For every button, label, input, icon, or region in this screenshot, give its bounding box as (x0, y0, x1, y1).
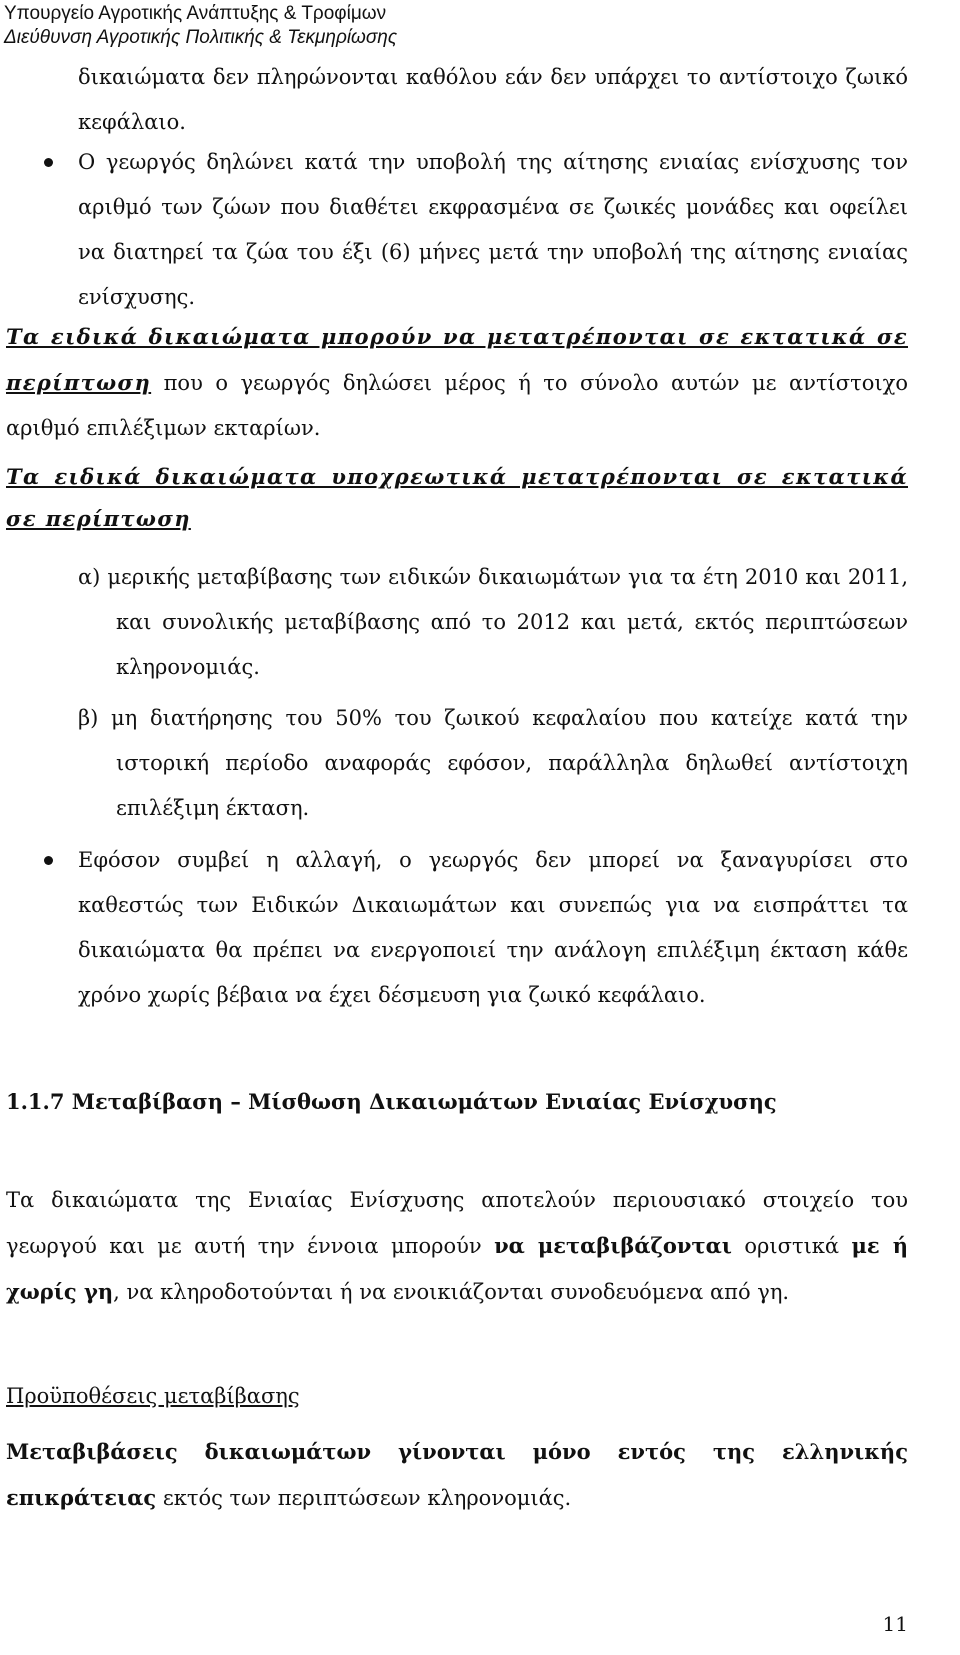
bullet-2-icon (44, 856, 53, 865)
text-segment: Τα δικαιώματα της Ενιαίας Ενίσχυσης αποτελούν περιουσιακό στοιχείο του γεωργού και με αυτή την έννοια μπορούν (6, 1188, 908, 1258)
bullet-1-text: Ο γεωργός δηλώνει κατά την υποβολή της αίτησης ενιαίας ενίσχυσης τον αριθμό των ζώων που διαθέτει εκφρασμένα σε ζωικές μονάδες και οφείλει να διατηρεί τα ζώα του έξι (6) μήνες μετά την υποβολή της αίτησης ενιαίας ενίσχυσης. (78, 150, 908, 309)
section-heading: 1.1.7 Μεταβίβαση – Μίσθωση Δικαιωμάτων Ενιαίας Ενίσχυσης (6, 1089, 777, 1114)
text-segment: , να κληροδοτούνται ή να ενοικιάζονται συνοδευόμενα από γη. (113, 1280, 790, 1304)
paragraph-rest: που ο γεωργός δηλώσει μέρος ή το σύνολο αυτών με αντίστοιχο αριθμό επιλέξιμων εκταρίων. (6, 371, 908, 440)
header-ministry: Υπουργείο Αγροτικής Ανάπτυξης & Τροφίμων (4, 3, 387, 24)
page-header (4, 2, 397, 50)
bold-greek-territory: Μεταβιβάσεις δικαιωμάτων γίνονται μόνο εντός της ελληνικής επικράτειας (6, 1439, 908, 1510)
list-item-a: α) μερικής μεταβίβασης των ειδικών δικαιωμάτων για τα έτη 2010 και 2011, και συνολικής μεταβίβασης από το 2012 και μετά, εκτός περιπτώσεων κληρονομιάς. (78, 565, 908, 679)
bullet-1-icon (44, 158, 53, 167)
paragraph-special-rights-may (6, 314, 908, 451)
page-number: 11 (882, 1612, 908, 1636)
text-segment: οριστικά (731, 1234, 852, 1258)
subheading-transfer-conditions: Προϋποθέσεις μεταβίβασης (6, 1384, 300, 1408)
paragraph-special-rights-must (6, 456, 908, 540)
paragraph-transfer-rights (6, 1178, 908, 1315)
bullet-2-text: Εφόσον συμβεί η αλλαγή, ο γεωργός δεν μπορεί να ξαναγυρίσει στο καθεστώς των Ειδικών Δικαιωμάτων και συνεπώς για να εισπράττει τα δικαιώματα θα πρέπει να ενεργοποιεί την ανάλογη επιλέξιμη έκταση κάθε χρόνο χωρίς βέβαια να έχει δέσμευση για ζωικό κεφάλαιο. (78, 848, 908, 1007)
list-item-b: β) μη διατήρησης του 50% του ζωικού κεφαλαίου που κατείχε κατά την ιστορική περίοδο αναφοράς εφόσον, παράλληλα δηλωθεί αντίστοιχη επιλέξιμη έκταση. (78, 706, 908, 820)
emphasis-may-convert: Τα ειδικά δικαιώματα μπορούν να μετατρέπονται σε εκτατικά σε περίπτωση (6, 324, 908, 395)
continuation-text: δικαιώματα δεν πληρώνονται καθόλου εάν δεν υπάρχει το αντίστοιχο ζωικό κεφάλαιο. (78, 65, 908, 134)
emphasis-must-convert: Τα ειδικά δικαιώματα υποχρεωτικά μετατρέπονται σε εκτατικά σε περίπτωση (6, 464, 908, 531)
bold-with-or-without-land: με ή χωρίς γη (6, 1233, 908, 1304)
paragraph-rest: εκτός των περιπτώσεων κληρονομιάς. (156, 1486, 572, 1510)
header-directorate: Διεύθυνση Αγροτικής Πολιτικής & Τεκμηρίωσης (4, 27, 398, 48)
bold-transfer: να μεταβιβάζονται (494, 1233, 732, 1258)
paragraph-transfer-conditions (6, 1429, 908, 1521)
